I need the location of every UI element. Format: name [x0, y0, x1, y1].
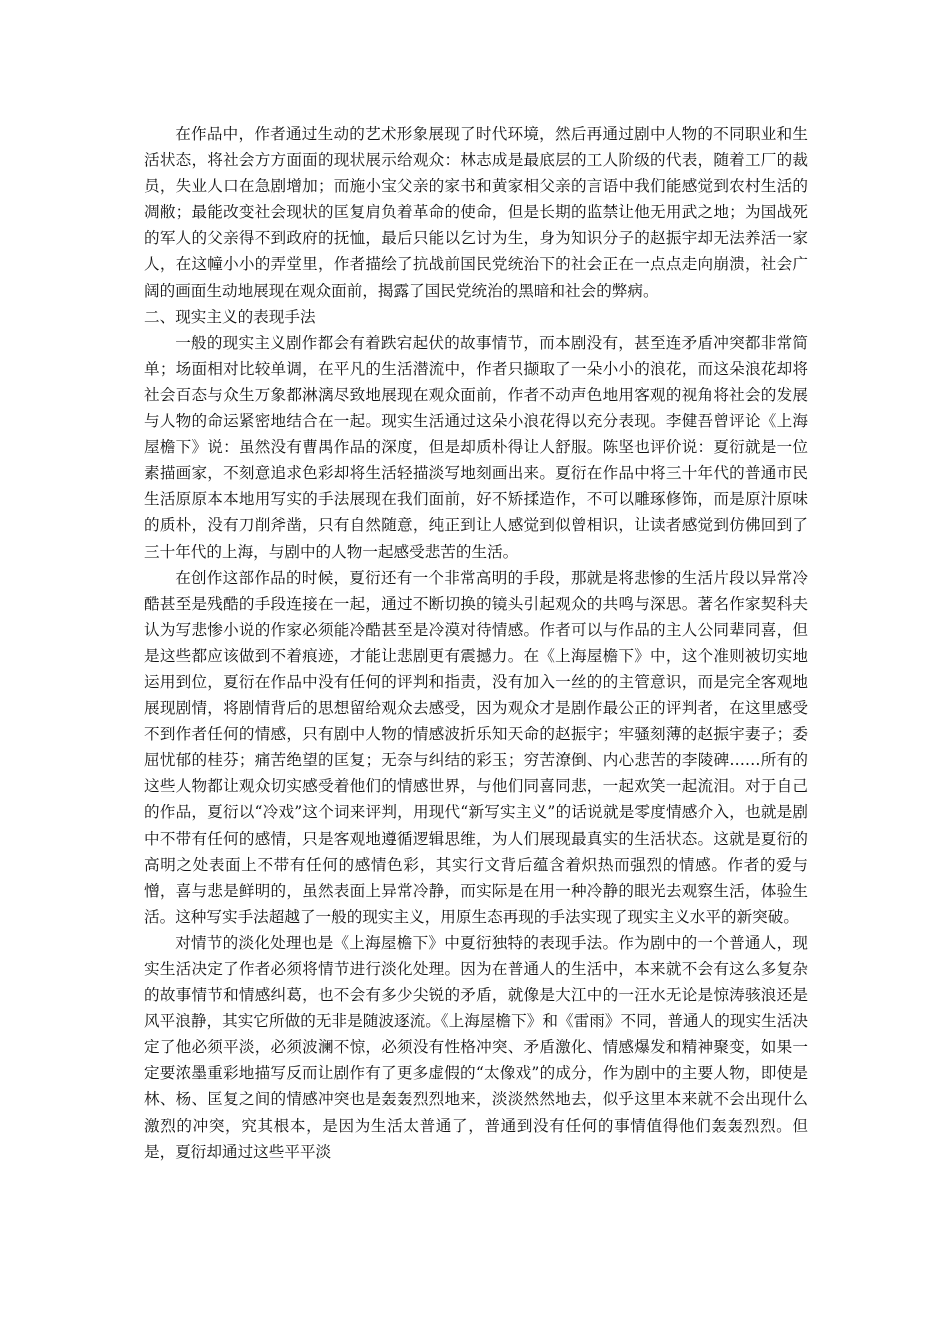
document-page — [144, 121, 808, 1165]
section-heading-realism: 二、现实主义的表现手法 — [144, 307, 316, 326]
paragraph-plot-dilution: 对情节的淡化处理也是《上海屋檐下》中夏衍独特的表现手法。作为剧中的一个普通人，现实生活决定了作者必须将情节进行淡化处理。因为在普通人的生活中，本来就不会有这么多复杂的故事情节和情感纠葛，也不会有多少尖锐的矛盾，就像是大江中的一汪水无论是惊涛骇浪还是风平浪静，其实它所做的无非是随波逐流。《上海屋檐下》和《雷雨》不同，普通人的现实生活决定了他必须平淡，必须波澜不惊，必须没有性格冲突、矛盾激化、情感爆发和精神聚变，如果一定要浓墨重彩地描写反而让剧作有了更多虚假的“太像戏”的成分，作为剧中的主要人物，即使是林、杨、匡复之间的情感冲突也是轰轰烈烈地来，淡淡然然地去，似乎这里本来就不会出现什么激烈的冲突，究其根本，是因为生活太普通了，普通到没有任何的事情值得他们轰轰烈烈。但是，夏衍却通过这些平平淡 — [144, 933, 808, 1161]
paragraph-plain-narrative: 一般的现实主义剧作都会有着跌宕起伏的故事情节，而本剧没有，甚至连矛盾冲突都非常简单；场面相对比较单调，在平凡的生活潜流中，作者只撷取了一朵小小的浪花，而这朵浪花却将社会百态与众生万象都淋漓尽致地展现在观众面前，作者不动声色地用客观的视角将社会的发展与人物的命运紧密地结合在一起。现实生活通过这朵小浪花得以充分表现。李健吾曾评论《上海屋檐下》说：虽然没有曹禺作品的深度，但是却质朴得让人舒服。陈坚也评价说：夏衍就是一位素描画家，不刻意追求色彩却将生活轻描淡写地刻画出来。夏衍在作品中将三十年代的普通市民生活原原本本地用写实的手法展现在我们面前，好不矫揉造作，不可以雕琢修饰，而是原汁原味的质朴，没有刀削斧凿，只有自然随意，纯正到让人感觉到似曾相识，让读者感觉到仿佛回到了三十年代的上海，与剧中的人物一起感受悲苦的生活。 — [144, 333, 808, 561]
paragraph-social-portrait: 在作品中，作者通过生动的艺术形象展现了时代环境，然后再通过剧中人物的不同职业和生活状态，将社会方方面面的现状展示给观众：林志成是最底层的工人阶级的代表，随着工厂的裁员，失业人口在急剧增加；而施小宝父亲的家书和黄家相父亲的言语中我们能感觉到农村生活的凋敝；最能改变社会现状的匡复肩负着革命的使命，但是长期的监禁让他无用武之地；为国战死的军人的父亲得不到政府的抚恤，最后只能以乞讨为生，身为知识分子的赵振宇却无法养活一家人，在这幢小小的弄堂里，作者描绘了抗战前国民党统治下的社会正在一点点走向崩溃，社会广阔的画面生动地展现在观众面前，揭露了国民党统治的黑暗和社会的弊病。 — [144, 125, 808, 300]
paragraph-cold-drama: 在创作这部作品的时候，夏衍还有一个非常高明的手段，那就是将悲惨的生活片段以异常冷酷甚至是残酷的手段连接在一起，通过不断切换的镜头引起观众的共鸣与深思。著名作家契科夫认为写悲惨小说的作家必须能冷酷甚至是冷漠对待情感。作者可以与作品的主人公同辈同喜，但是这些都应该做到不着痕迹，才能让悲剧更有震撼力。在《上海屋檐下》中，这个准则被切实地运用到位，夏衍在作品中没有任何的评判和指责，没有加入一丝的的主管意识，而是完全客观地展现剧情，将剧情背后的思想留给观众去感受，因为观众才是剧作最公正的评判者，在这里感受不到作者任何的情感，只有剧中人物的情感波折乐知天命的赵振宇；牢骚刻薄的赵振宇妻子；委屈忧郁的桂芬；痛苦绝望的匡复；无奈与纠结的彩玉；穷苦潦倒、内心悲苦的李陵碑……所有的这些人物都让观众切实感受着他们的情感世界，与他们同喜同悲，一起欢笑一起流泪。对于自己的作品，夏衍以“冷戏”这个词来评判，用现代“新写实主义”的话说就是零度情感介入，也就是剧中不带有任何的感情，只是客观地遵循逻辑思维，为人们展现最真实的生活状态。这就是夏衍的高明之处表面上不带有任何的感情色彩，其实行文背后蕴含着炽热而强烈的情感。作者的爱与憎，喜与悲是鲜明的，虽然表面上异常冷静，而实际是在用一种冷静的眼光去观察生活，体验生活。这种写实手法超越了一般的现实主义，用原生态再现的手法实现了现实主义水平的新突破。 — [144, 568, 808, 926]
